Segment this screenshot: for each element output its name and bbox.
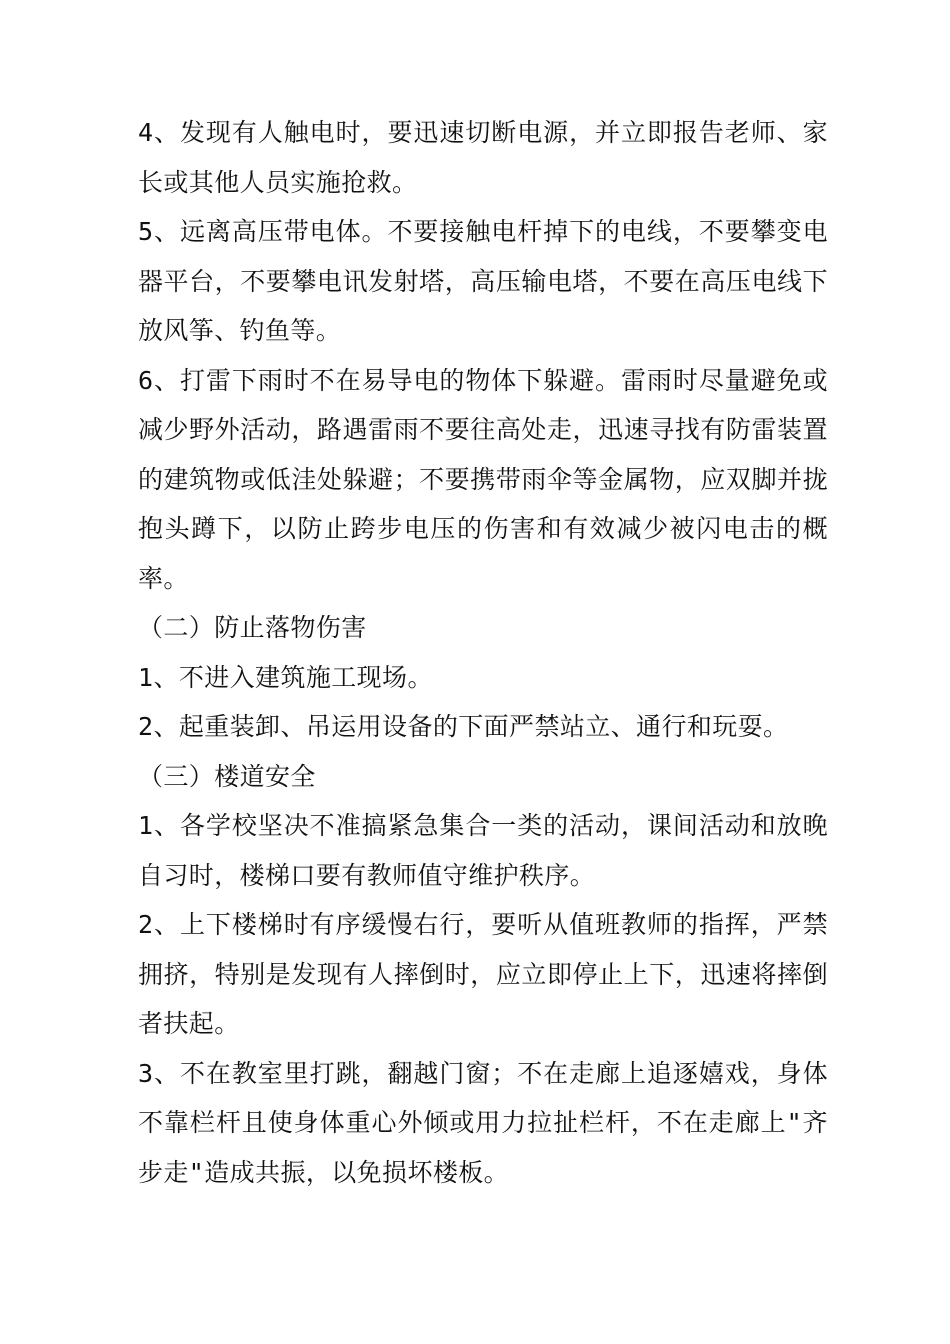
document-body xyxy=(138,108,828,1197)
section-heading-stairway-safety: （三）楼道安全 xyxy=(138,761,316,791)
paragraph-high-voltage: 5、远离高压带电体。不要接触电杆掉下的电线，不要攀变电器平台，不要攀电讯发射塔，高压输电塔，不要在高压电线下放风筝、钓鱼等。 xyxy=(138,217,828,345)
paragraph-construction-site: 1、不进入建筑施工现场。 xyxy=(138,662,433,692)
paragraph-no-emergency-drills: 1、各学校坚决不准搞紧急集合一类的活动，课间活动和放晚自习时，楼梯口要有教师值守维护秩序。 xyxy=(138,811,828,890)
paragraph-stairs-order: 2、上下楼梯时有序缓慢右行，要听从值班教师的指挥，严禁拥挤，特别是发现有人摔倒时，应立即停止上下，迅速将摔倒者扶起。 xyxy=(138,910,828,1038)
paragraph-lifting-equipment: 2、起重装卸、吊运用设备的下面严禁站立、通行和玩耍。 xyxy=(138,712,789,741)
section-heading-falling-objects: （二）防止落物伤害 xyxy=(138,613,367,642)
paragraph-classroom-corridor: 3、不在教室里打跳，翻越门窗；不在走廊上追逐嬉戏，身体不靠栏杆且使身体重心外倾或用力拉扯栏杆，不在走廊上"齐步走"造成共振，以免损坏楼板。 xyxy=(138,1058,828,1187)
paragraph-thunderstorm: 6、打雷下雨时不在易导电的物体下躲避。雷雨时尽量避免或减少野外活动，路遇雷雨不要往高处走，迅速寻找有防雷装置的建筑物或低洼处躲避；不要携带雨伞等金属物，应双脚并拢抱头蹲下，以防止跨步电压的伤害和有效减少被闪电击的概率。 xyxy=(138,365,828,593)
paragraph-electric-shock-response: 4、发现有人触电时，要迅速切断电源，并立即报告老师、家长或其他人员实施抢救。 xyxy=(138,118,828,197)
